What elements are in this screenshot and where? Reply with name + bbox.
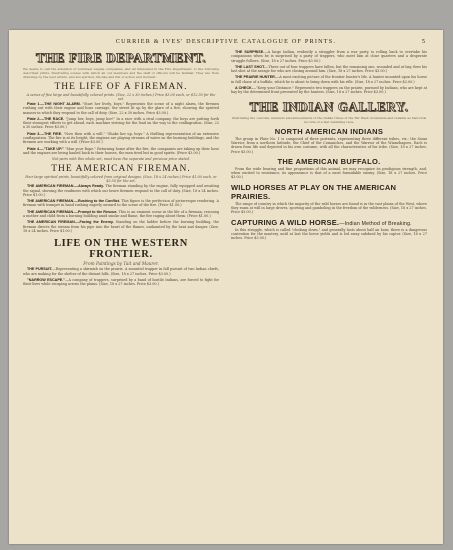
entry-text: This figure is the perfection of picturesque rendering. A fireman with trumpet in hand rushing eagerly onward to the scene of the fire. (Price $1.00.) xyxy=(23,199,219,208)
wild-horses-text: The range of country in which the majority of the wild horses are found is in the vast plains of the West, where they roam at will in large droves, sporting and gamboling in the freedom of the wilderness. (Size, 18 x 27 inches. Price $3.00.) xyxy=(231,201,427,215)
western-frontier-title: LIFE ON THE WESTERN FRONTIER. xyxy=(54,238,188,261)
capturing-wild-horse-text: In this struggle, which is called "choking down," and generally lasts about half an hour, there is a dangerous contention for the mastery, until at last the horse yields and is led away subdued by his captor. (Size, 18 x 27 inches. Price $3.00.) xyxy=(231,227,427,241)
page-number: 5 xyxy=(421,38,425,45)
catalogue-entry xyxy=(23,199,219,208)
catalogue-entry xyxy=(23,117,219,130)
entry-text: —Representing a skirmish on the prairie. A mounted trapper in full pursuit of two Indian chiefs, who are making for the shelter of the distant hills. (Size, 18 x 27 inches. Price $3.00.) xyxy=(23,267,219,276)
entry-text: —A most exciting picture of the frontier hunter's life. A hunter mounted upon his horse in full chase of a buffalo, which he is about to bring down with his rifle. (Size, 18 x 27 inches. Price $3.00.) xyxy=(231,75,427,84)
entry-text: "Man your Rope." Returning home after the fire, the companies are taking up their hose and the engines are being hauled back to their houses, the men tired but in good spirits. (Price $3.00.) xyxy=(23,146,219,155)
fire-department-intro: We desire to call the attention of volunteer engine companies, and all interested in the Fire Department, to the following described prints, illustrating scenes with which all our members and the staff of officers will be familiar. They are from drawings by the best artists, and are spirited, life-like and full of action and incident. xyxy=(23,67,219,79)
american-buffalo-title: THE AMERICAN BUFFALO. xyxy=(277,156,381,166)
entry-text: This is an eminent scene in the life of a fireman, rescuing a mother and child from a burning building amid smoke and flame, the fire raging about them. (Price $1.00.) xyxy=(23,209,219,219)
catalogue-entry xyxy=(23,102,219,115)
entry-lead: THE SURPRISE. xyxy=(235,50,265,54)
life-of-fireman-subtitle: A series of five large and beautifully colored prints. (Size, 22 x 30 inches.) Price $3.00 each, or $12.50 for the set. xyxy=(26,93,216,101)
entry-lead: THE LAST SHOT. xyxy=(235,64,266,69)
capturing-wild-horse-title xyxy=(231,218,427,227)
entry-text: —Three out of four trappers have fallen, but the remaining one, wounded and at bay, fires his last shot at the savage foe who are closing around him. (Size, 18 x 27 inches. Price $3.00.) xyxy=(231,64,427,74)
entry-lead: Plate 2.—THE RACE. xyxy=(27,116,65,121)
capturing-title-main: CAPTURING A WILD HORSE. xyxy=(231,217,340,227)
fire-department-title: THE FIRE DEPARTMENT. xyxy=(35,50,207,65)
indian-gallery-title: THE INDIAN GALLERY. xyxy=(249,98,409,114)
catalogue-entry xyxy=(23,132,219,145)
entry-lead: Plate 1.—THE NIGHT ALARM. xyxy=(27,102,81,106)
american-fireman-title: THE AMERICAN FIREMAN. xyxy=(51,164,191,175)
catalogue-entry xyxy=(23,220,219,233)
catalogue-entry xyxy=(23,267,219,276)
catalogue-entry xyxy=(231,75,427,84)
entry-text: —"Keep your Distance." Represents two trappers on the prairie, pursued by Indians, who are kept at bay by the determined front presented by the hunters. (Size, 18 x 27 inches. Price $3.00.) xyxy=(231,86,428,95)
entry-lead: "NARROW ESCAPE." xyxy=(27,277,66,282)
entry-lead: THE AMERICAN FIREMAN.—Rushing to the Conflict. xyxy=(27,199,121,204)
catalogue-entry xyxy=(23,278,219,287)
indian-gallery-intro: Illustrating the customs, manners and amusements of the Indian tribes of the Far West; invaluable and reliable as historical records of a fast vanishing race. xyxy=(231,115,427,124)
north-american-indians-title: NORTH AMERICAN INDIANS xyxy=(274,126,384,136)
catalogue-entry xyxy=(23,184,219,197)
life-of-fireman-title: THE LIFE OF A FIREMAN. xyxy=(54,82,188,92)
entry-lead: THE AMERICAN FIREMAN.—Facing the Enemy. xyxy=(27,220,114,225)
entry-text: "Now then with a will." "Shake her up, boys." A thrilling representation of an extensive conflagration. The fire is at its height, the engines are playing streams of water on the burning buildings, and the firemen are working with a will. (Price $3.00.) xyxy=(23,131,219,145)
entry-lead: THE AMERICAN FIREMAN.—Prompt to the Rescue. xyxy=(27,209,118,214)
entry-text: —A large Indian, evidently a straggler from a war party, is rolling back to overtake his companions when he is surprised by a party of trappers, who meet him at close quarters and a desperate struggle follows. (Size, 18 x 27 inches. Price $3.00.) xyxy=(231,50,428,63)
running-title: CURRIER & IVES' DESCRIPTIVE CATALOGUE OF PRINTS. xyxy=(115,38,337,45)
left-column xyxy=(23,50,219,288)
north-american-indians-text: The group in Plate No. 1 is composed of three portraits, representing three different tribes, viz.: the Sioux Warrior, from a northern latitude, the Chief of the Comanches, and the Warrior of the Winnebagoes. Each is drawn from life and depicted in his own costume, with all the characteristics of his tribe. (Size, 18 x 27 inches. Price $3.00.) xyxy=(231,136,427,154)
american-fireman-subtitle: Four large spirited prints, beautifully colored from original designs. (Size, 18 x 24 inches.) Price $1.00 each, or $3.50 for the set. xyxy=(25,175,217,184)
entry-lead: THE PRAIRIE HUNTER. xyxy=(235,75,276,80)
entry-text: Standing on the ladder before the burning building, the fireman directs the stream from his pipe into the heart of the flames, undaunted by the heat and danger. (Size, 18 x 24 inches. Price $1.00.) xyxy=(23,220,219,233)
american-buffalo-text: From the wide bearing and fine proportions of this animal, we may recognize its prodigious strength, and, when excited to resistance, its appearance is that of a most formidable enemy. (Size, 18 x 27 inches. Price $3.00.) xyxy=(231,166,427,180)
entry-text: The fireman standing by the engine, fully equipped and awaiting the signal, showing the readiness with which our brave firemen respond to the call of duty. (Size, 18 x 24 inches. Price $1.00.) xyxy=(23,184,219,197)
entry-text: —A company of trappers, surprised by a band of hostile Indians, are forced to fight for their lives while escaping across the plains. (Size, 18 x 27 inches. Price $3.00.) xyxy=(23,277,219,287)
western-frontier-subtitle: From Paintings by Tait and Maurer. xyxy=(83,261,159,267)
catalogue-entry xyxy=(23,210,219,219)
catalogue-page xyxy=(9,30,443,544)
catalogue-entry xyxy=(231,50,427,63)
capturing-title-sub: —Indian Method of Breaking. xyxy=(339,220,412,227)
entry-text: "Start her lively, boys." Represents the scene of a night alarm, the firemen rushing out with their engine and hose carriage, the street lit up by the glare of a fire, showing the spirited manner in which they respond to the call of duty. (Size, 22 x 30 inches. Price $3.00.) xyxy=(23,102,219,115)
catalogue-entry xyxy=(231,86,427,95)
right-column xyxy=(231,50,427,243)
wild-horses-title: WILD HORSES AT PLAY ON THE AMERICAN PRAIRIES. xyxy=(231,182,397,201)
set-note: Not pairs with this whole set, must have the separate and previous price stated. xyxy=(51,157,191,162)
entry-lead: THE PURSUIT. xyxy=(27,267,53,272)
entry-lead: Plate 4.—"TAKE UP." xyxy=(27,146,64,151)
catalogue-entry xyxy=(23,147,219,156)
entry-lead: Plate 3.—THE FIRE. xyxy=(27,131,63,136)
catalogue-entry xyxy=(231,65,427,74)
entry-lead: A CHECK. xyxy=(235,86,253,91)
entry-text: "Jump her, boys, jump her!" In a race with a rival company, the boys are putting forth their strongest efforts to get ahead, each machine striving for the lead on the way to the conflagration. (Size, 22 x 30 inches. Price $3.00.) xyxy=(23,116,219,130)
entry-lead: THE AMERICAN FIREMAN.—Always Ready. xyxy=(27,184,104,189)
